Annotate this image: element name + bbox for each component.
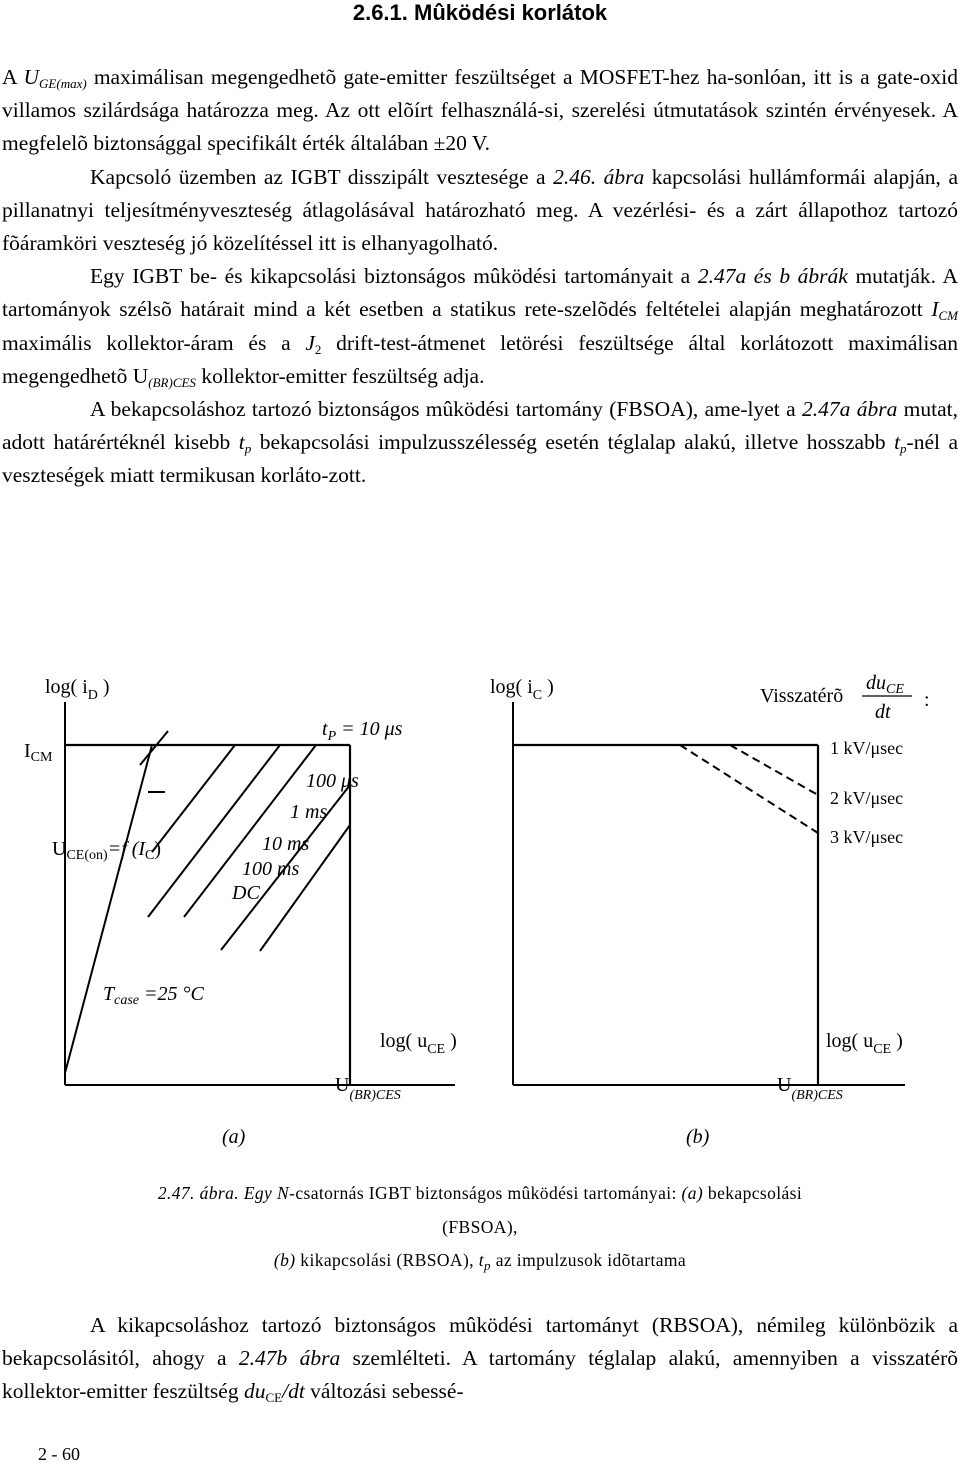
legend-den: dt	[875, 701, 891, 723]
paragraph-fbsoa: A bekapcsoláshoz tartozó biztonságos mûködési tartomány (FBSOA), ame-lyet a 2.47a ábra mutat, adott határértéknél kisebb $t_p$ bekapcsolási impulzusszélesség esetén téglalap alakú, illetve hosszabb $t_p$-nél a veszteségek miatt termikusan korláto-zott.	[2, 397, 958, 488]
paragraph-loss: Kapcsoló üzemben az IGBT disszipált vesztesége a 2.46. ábra kapcsolási hullámformái alapján, a pillanatnyi teljesítményveszteség átlagolásával határozható meg. A vezérlési- és a zárt állapothoz tartozó fõáramköri veszteség jó közelítéssel itt is elhanyagolható.	[2, 164, 958, 256]
rate-label-1kv: 1 kV/μsec	[830, 738, 904, 758]
rate-line-3kv	[680, 745, 818, 833]
figure-caption-line-3: (b) kikapcsolási (RBSOA), $t_p$ az impulzusok idõtartama	[273, 1250, 687, 1273]
curve-label-100us: 100 μs	[306, 770, 359, 792]
x-axis-label-b: log( $u_{CE}$ )	[826, 1030, 903, 1057]
figure-b	[490, 672, 930, 1148]
ubr-label-a: $U_{(BR)CES}$	[335, 1074, 401, 1103]
rate-line-2kv	[730, 745, 818, 795]
curve-label-100ms: 100 ms	[242, 858, 300, 880]
uce-on-curve	[65, 745, 152, 1073]
figure-label-b: (b)	[686, 1126, 710, 1148]
icm-label: $I_{CM}$	[24, 740, 53, 765]
soa-diagrams	[0, 655, 960, 1175]
rate-label-3kv: 3 kV/μsec	[830, 827, 904, 847]
figure-a	[24, 676, 457, 1148]
paragraph-rbsoa: A kikapcsoláshoz tartozó biztonságos mûködési tartományt (RBSOA), némileg különbözik a bekapcsolásitól, ahogy a 2.47b ábra szemlélteti. A tartomány téglalap alakú, amennyiben a visszatérõ kollektor-emitter feszültség $du_{CE}/dt$ változási sebessé-	[2, 1313, 958, 1406]
uce-on-label: $U_{CE(on)}=f$ $(I_C)$	[52, 838, 162, 863]
y-axis-label-b: log( $i_C$ )	[490, 676, 554, 703]
paragraph-soa: Egy IGBT be- és kikapcsolási biztonságos mûködési tartományait a 2.47a és b ábrák mutatják. A tartományok szélsõ határait mind a két esetben a statikus rete-szelõdés feltételei alapján meghatározott $I_{CM}$ maximális kollektor-áram és a $J_2$ drift-test-átmenet letörési feszültsége által korlátozott maximálisan megengedhetõ $U_{(BR)CES}$ kollektor-emitter feszültség adja.	[2, 264, 958, 390]
tp-label: $t_P = 10$ μs	[322, 718, 403, 744]
limit-line-100us	[152, 745, 235, 852]
figure-label-a: (a)	[222, 1126, 246, 1148]
curve-label-dc: DC	[232, 882, 260, 904]
paragraph-ugemax: A $U_{GE(max)}$ maximálisan megengedhetõ gate-emitter feszültséget a MOSFET-hez ha-sonlóan, itt is a gate-oxid villamos szilárdsága határozza meg. Az ott elõírt felhasználá-si, szerelési útmutatások szintén érvényesek. A megfelelõ biztonsággal specifikált érték általában ±20 V.	[2, 65, 959, 156]
curve-label-10ms: 10 ms	[262, 833, 310, 855]
ubr-label-b: $U_{(BR)CES}$	[777, 1074, 843, 1103]
rate-label-2kv: 2 kV/μsec	[830, 788, 904, 808]
limit-line-10us	[140, 731, 168, 765]
tcase-label: $T_{case} =25$ °C	[103, 983, 204, 1008]
paragraph-block	[2, 61, 958, 493]
legend-num: $du_{CE}$	[866, 672, 904, 697]
paragraph-rbsoa-block	[2, 1309, 958, 1409]
x-axis-label-a: log( $u_{CE}$ )	[380, 1030, 457, 1057]
figure-caption-line-1: 2.47. ábra. Egy N-csatornás IGBT biztonságos mûködési tartományai: (a) bekapcsolási	[157, 1183, 803, 1203]
figure-2-47	[0, 655, 960, 1175]
section-heading: 2.6.1. Mûködési korlátok	[352, 0, 608, 25]
curve-label-1ms: 1 ms	[290, 801, 328, 823]
legend-title: Visszatérõ	[760, 685, 844, 707]
figure-caption-line-2: (FBSOA),	[442, 1217, 518, 1237]
legend-colon: :	[924, 689, 930, 711]
y-axis-label-a: log( $i_D$ )	[45, 676, 110, 703]
page-number: 2 - 60	[38, 1444, 80, 1464]
